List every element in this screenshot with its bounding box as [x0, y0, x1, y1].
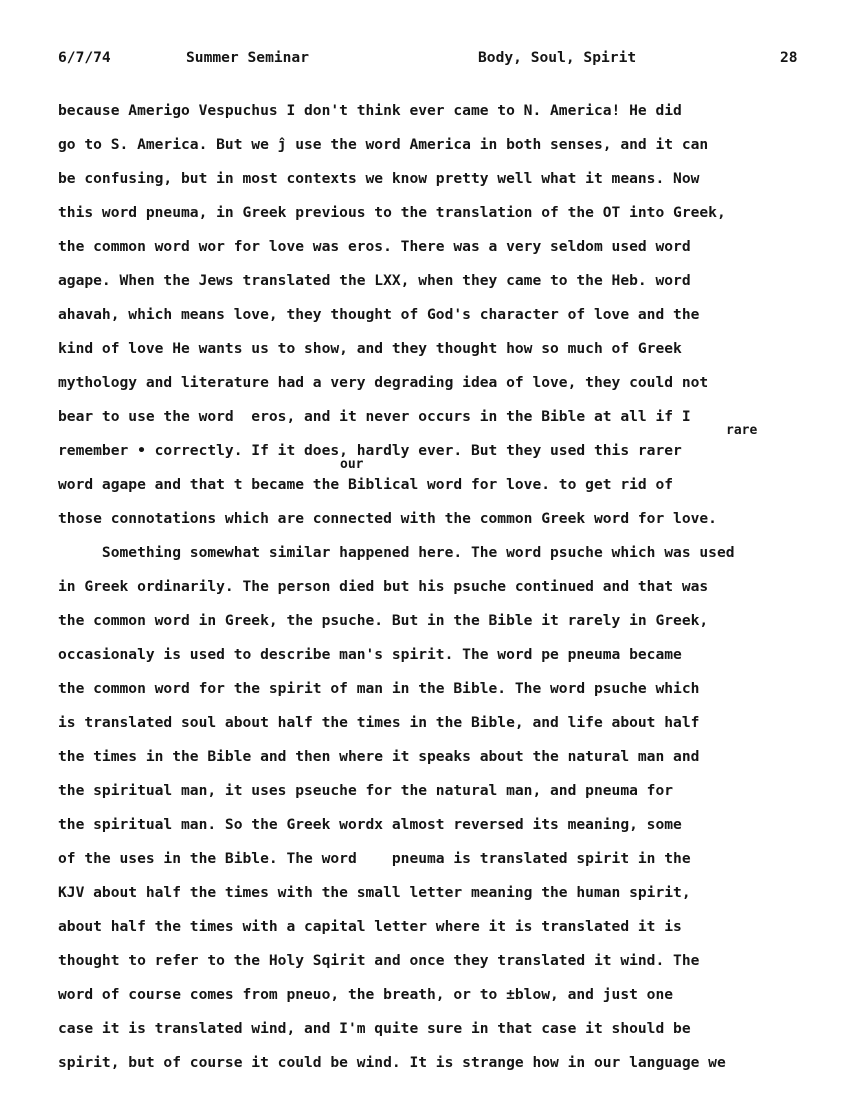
text-line: spirit, but of course it could be wind. It is strange how in our language we — [58, 1054, 726, 1071]
text-line: because Amerigo Vespuchus I don't think ever came to N. America! He did — [58, 102, 682, 119]
text-line: about half the times with a capital letter where it is translated it is — [58, 918, 682, 935]
text-line: Something somewhat similar happened here. The word psuche which was used — [58, 544, 735, 561]
text-line: word of course comes from pneuo, the breath, or to ±blow, and just one — [58, 986, 674, 1003]
text-line: be confusing, but in most contexts we know pretty well what it means. Now — [58, 170, 700, 187]
text-line: of the uses in the Bible. The word pneuma is translated spirit in the — [58, 850, 691, 867]
text-line: is translated soul about half the times in the Bible, and life about half — [58, 714, 700, 731]
header-topic: Body, Soul, Spirit — [478, 49, 637, 66]
text-line: case it is translated wind, and I'm quite sure in that case it should be — [58, 1020, 691, 1037]
text-line: the times in the Bible and then where it speaks about the natural man and — [58, 748, 700, 765]
inserted-word-our: our — [340, 457, 364, 472]
text-line: the common word for the spirit of man in the Bible. The word psuche which — [58, 680, 700, 697]
text-line: the common word in Greek, the psuche. But in the Bible it rarely in Greek, — [58, 612, 709, 629]
inserted-word-rare: rare — [726, 423, 758, 438]
text-line: agape. When the Jews translated the LXX, when they came to the Heb. word — [58, 272, 691, 289]
header-date: 6/7/74 — [58, 49, 111, 66]
text-line: in Greek ordinarily. The person died but his psuche continued and that was — [58, 578, 709, 595]
header-page-number: 28 — [780, 49, 798, 66]
text-line: ahavah, which means love, they thought of God's character of love and the — [58, 306, 700, 323]
text-line: the common word wor for love was eros. There was a very seldom used word — [58, 238, 691, 255]
text-line: bear to use the word eros, and it never occurs in the Bible at all if I — [58, 408, 691, 425]
text-line: remember • correctly. If it does, hardly ever. But they used this rarer — [58, 442, 682, 459]
text-line: word agape and that t became the Biblical word for love. to get rid of — [58, 476, 674, 493]
header-course: Summer Seminar — [186, 49, 310, 66]
text-line: the spiritual man, it uses pseuche for the natural man, and pneuma for — [58, 782, 674, 799]
page-header — [0, 49, 846, 69]
text-line: thought to refer to the Holy Sqirit and once they translated it wind. The — [58, 952, 700, 969]
text-line: those connotations which are connected with the common Greek word for love. — [58, 510, 717, 527]
text-line: KJV about half the times with the small letter meaning the human spirit, — [58, 884, 691, 901]
text-line: this word pneuma, in Greek previous to the translation of the OT into Greek, — [58, 204, 726, 221]
text-line: occasionaly is used to describe man's spirit. The word pe pneuma became — [58, 646, 682, 663]
text-line: mythology and literature had a very degrading idea of love, they could not — [58, 374, 709, 391]
text-line: the spiritual man. So the Greek wordx almost reversed its meaning, some — [58, 816, 682, 833]
text-line: go to S. America. But we ĵ use the word America in both senses, and it can — [58, 136, 709, 153]
text-line: kind of love He wants us to show, and they thought how so much of Greek — [58, 340, 682, 357]
